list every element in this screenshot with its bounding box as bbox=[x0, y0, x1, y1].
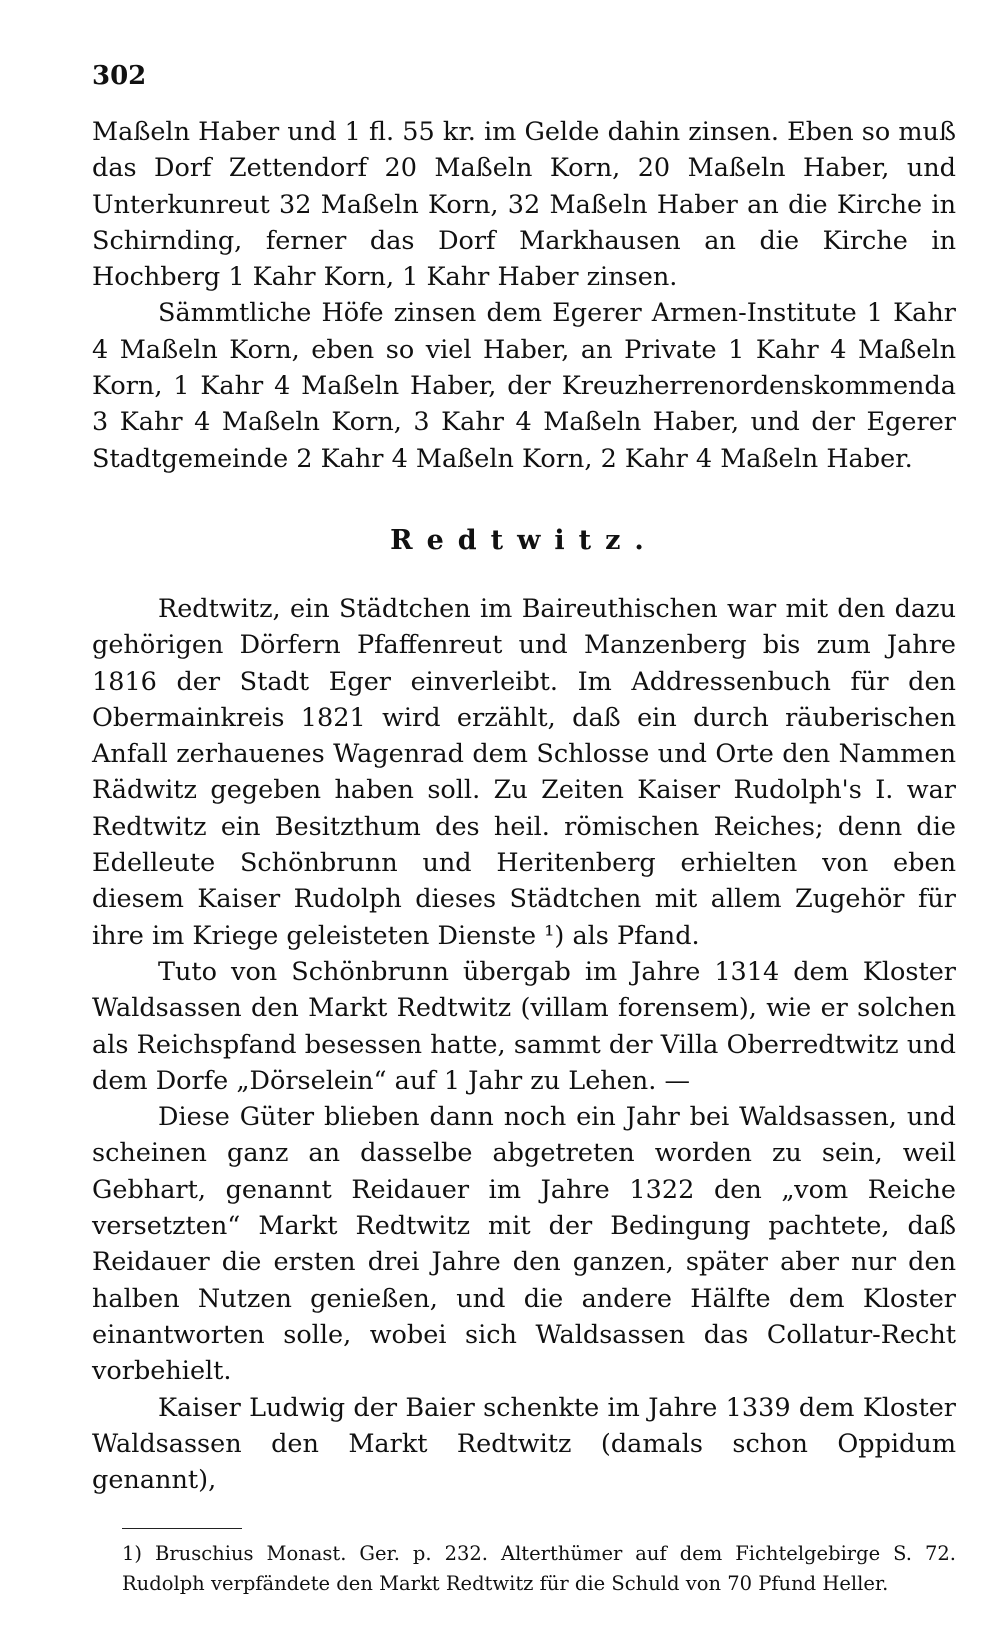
paragraph: Maßeln Haber und 1 fl. 55 kr. im Gelde dahin zinsen. Eben so muß das Dorf Zettendorf 20 Maßeln Korn, 20 Maßeln Haber, und Unterkunreut 32 Maßeln Korn, 32 Maßeln Haber an die Kirche in Schirnding, ferner das Dorf Markhausen an die Kirche in Hochberg 1 Kahr Korn, 1 Kahr Haber zinsen. bbox=[92, 117, 956, 293]
paragraph: Tuto von Schönbrunn übergab im Jahre 1314 dem Kloster Waldsassen den Markt Redtwitz (villam forensem), wie er solchen als Reichspfand besessen hatte, sammt der Villa Oberredtwitz und dem Dorfe „Dörselein“ auf 1 Jahr zu Lehen. — bbox=[92, 956, 956, 1096]
footnote: 1) Bruschius Monast. Ger. p. 232. Alterthümer auf dem Fichtelgebirge S. 72. Rudolph verpfändete den Markt Redtwitz für die Schuld von 70 Pfund Heller. bbox=[122, 1542, 956, 1596]
paragraph: Diese Güter blieben dann noch ein Jahr bei Waldsassen, und scheinen ganz an dasselbe abgetreten worden zu sein, weil Gebhart, genannt Reidauer im Jahre 1322 den „vom Reiche versetzten“ Markt Redtwitz mit der Bedingung pachtete, daß Reidauer die ersten drei Jahre den ganzen, später aber nur den halben Nutzen genießen, und die andere Hälfte dem Kloster einantworten solle, wobei sich Waldsassen das Collatur-Recht vorbehielt. bbox=[92, 1102, 956, 1387]
section-heading: Redtwitz. bbox=[390, 524, 658, 556]
page-number: 302 bbox=[92, 61, 147, 91]
paragraph: Kaiser Ludwig der Baier schenkte im Jahre 1339 dem Kloster Waldsassen den Markt Redtwitz (damals schon Oppidum genannt), bbox=[92, 1392, 956, 1496]
paragraph: Sämmtliche Höfe zinsen dem Egerer Armen-Institute 1 Kahr 4 Maßeln Korn, eben so viel Haber, an Private 1 Kahr 4 Maßeln Korn, 1 Kahr 4 Maßeln Haber, der Kreuzherrenordenskommenda 3 Kahr 4 Maßeln Korn, 3 Kahr 4 Maßeln Haber, und der Egerer Stadtgemeinde 2 Kahr 4 Maßeln Korn, 2 Kahr 4 Maßeln Haber. bbox=[92, 298, 956, 474]
footnote-divider bbox=[122, 1528, 242, 1529]
paragraph: Redtwitz, ein Städtchen im Baireuthischen war mit den dazu gehörigen Dörfern Pfaffenreut und Manzenberg bis zum Jahre 1816 der Stadt Eger einverleibt. Im Addressenbuch für den Obermainkreis 1821 wird erzählt, daß ein durch räuberischen Anfall zerhauenes Wagenrad dem Schlosse und Orte den Nammen Rädwitz gegeben haben soll. Zu Zeiten Kaiser Rudolph's I. war Redtwitz ein Besitzthum des heil. römischen Reiches; denn die Edelleute Schönbrunn und Heritenberg erhielten von eben diesem Kaiser Rudolph dieses Städtchen mit allem Zugehör für ihre im Kriege geleisteten Dienste ¹) als Pfand. bbox=[92, 593, 956, 951]
